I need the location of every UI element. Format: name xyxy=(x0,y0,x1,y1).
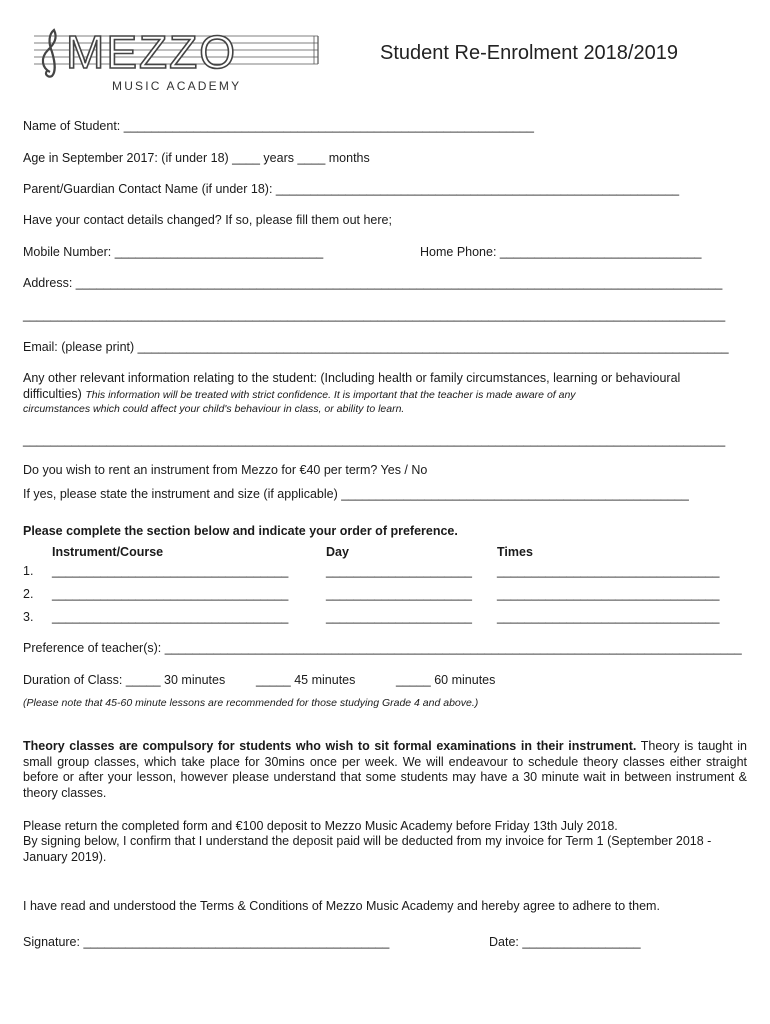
pref-row-3-num: 3. xyxy=(23,610,34,624)
pref-row-2-times[interactable]: ________________________________ xyxy=(497,587,720,601)
confidentiality-note: This information will be treated with strict confidence. It is important that the teacher is made aware of any xyxy=(85,389,576,401)
col-instrument-header: Instrument/Course xyxy=(52,545,164,559)
agreement-text: I have read and understood the Terms & Conditions of Mezzo Music Academy and hereby agree to adhere to them. xyxy=(23,899,660,913)
confidentiality-note-2: circumstances which could affect your child's behaviour in class, or ability to learn. xyxy=(23,403,405,415)
duration-60-option[interactable]: _____ 60 minutes xyxy=(396,673,496,687)
pref-row-1-num: 1. xyxy=(23,564,34,578)
date-field[interactable]: Date: _________________ xyxy=(489,935,641,949)
duration-note: (Please note that 45-60 minute lessons are recommended for those studying Grade 4 and above.) xyxy=(23,697,479,709)
mobile-number-field[interactable]: Mobile Number: ______________________________ xyxy=(23,245,324,259)
parent-guardian-field[interactable]: Parent/Guardian Contact Name (if under 18): __________________________________________________________ xyxy=(23,182,680,196)
signing-instructions xyxy=(23,834,747,865)
pref-row-1-times[interactable]: ________________________________ xyxy=(497,564,720,578)
email-field[interactable]: Email: (please print) _____________________________________________________________________________________ xyxy=(23,340,729,354)
theory-paragraph xyxy=(23,739,747,801)
pref-row-1-day[interactable]: _____________________ xyxy=(326,564,472,578)
pref-row-1-instrument[interactable]: __________________________________ xyxy=(52,564,289,578)
pref-row-2-instrument[interactable]: __________________________________ xyxy=(52,587,289,601)
contact-changed-text: Have your contact details changed? If so, please fill them out here; xyxy=(23,213,392,227)
pref-row-3-times[interactable]: ________________________________ xyxy=(497,610,720,624)
rent-instrument-field[interactable]: If yes, please state the instrument and size (if applicable) __________________________________________________ xyxy=(23,487,689,501)
return-text: Please return the completed form and €100 deposit to Mezzo Music Academy before Friday 13th July 2018. xyxy=(23,819,618,833)
theory-text: Theory is taught in small group classes, which take place for 30mins once per week. We will endeavour to schedule theory classes either straight before or after your lesson, however please understand that some students may have a 30 minute wait in between instrument & theory classes. xyxy=(23,739,747,800)
col-times-header: Times xyxy=(497,545,533,559)
other-info-text: difficulties) xyxy=(23,387,82,401)
pref-row-3-day[interactable]: _____________________ xyxy=(326,610,472,624)
signature-field[interactable]: Signature: ____________________________________________ xyxy=(23,935,390,949)
other-info-label-2 xyxy=(23,387,576,401)
rent-instrument-question: Do you wish to rent an instrument from Mezzo for €40 per term? Yes / No xyxy=(23,463,428,477)
teacher-preference-field[interactable]: Preference of teacher(s): ___________________________________________________________________________________ xyxy=(23,641,742,655)
duration-30-option[interactable]: Duration of Class: _____ 30 minutes xyxy=(23,673,226,687)
age-field[interactable]: Age in September 2017: (if under 18) ____ years ____ months xyxy=(23,151,370,165)
signing-text: By signing below, I confirm that I understand the deposit paid will be deducted from my invoice for Term 1 (September 2018 - January 2019). xyxy=(23,834,712,864)
svg-text:MUSIC ACADEMY: MUSIC ACADEMY xyxy=(112,79,242,93)
address-field[interactable]: Address: _____________________________________________________________________________________________ xyxy=(23,276,723,290)
pref-row-3-instrument[interactable]: __________________________________ xyxy=(52,610,289,624)
theory-bold-text: Theory classes are compulsory for students who wish to sit formal examinations in their instrument. xyxy=(23,739,637,753)
other-info-line[interactable]: _____________________________________________________________________________________________________ xyxy=(23,433,726,447)
home-phone-field[interactable]: Home Phone: _____________________________ xyxy=(420,245,702,259)
pref-row-2-num: 2. xyxy=(23,587,34,601)
pref-row-2-day[interactable]: _____________________ xyxy=(326,587,472,601)
return-instructions xyxy=(23,819,747,835)
svg-text:MEZZO: MEZZO xyxy=(66,28,237,78)
page-title: Student Re-Enrolment 2018/2019 xyxy=(380,42,678,64)
duration-45-option[interactable]: _____ 45 minutes xyxy=(256,673,356,687)
student-name-field[interactable]: Name of Student: ___________________________________________________________ xyxy=(23,119,534,133)
other-info-label: Any other relevant information relating to the student: (Including health or family circumstances, learning or behavioural xyxy=(23,371,681,385)
preferences-heading: Please complete the section below and indicate your order of preference. xyxy=(23,524,458,538)
mezzo-logo xyxy=(32,28,322,96)
col-day-header: Day xyxy=(326,545,349,559)
address-line-2[interactable]: _____________________________________________________________________________________________________ xyxy=(23,308,726,322)
